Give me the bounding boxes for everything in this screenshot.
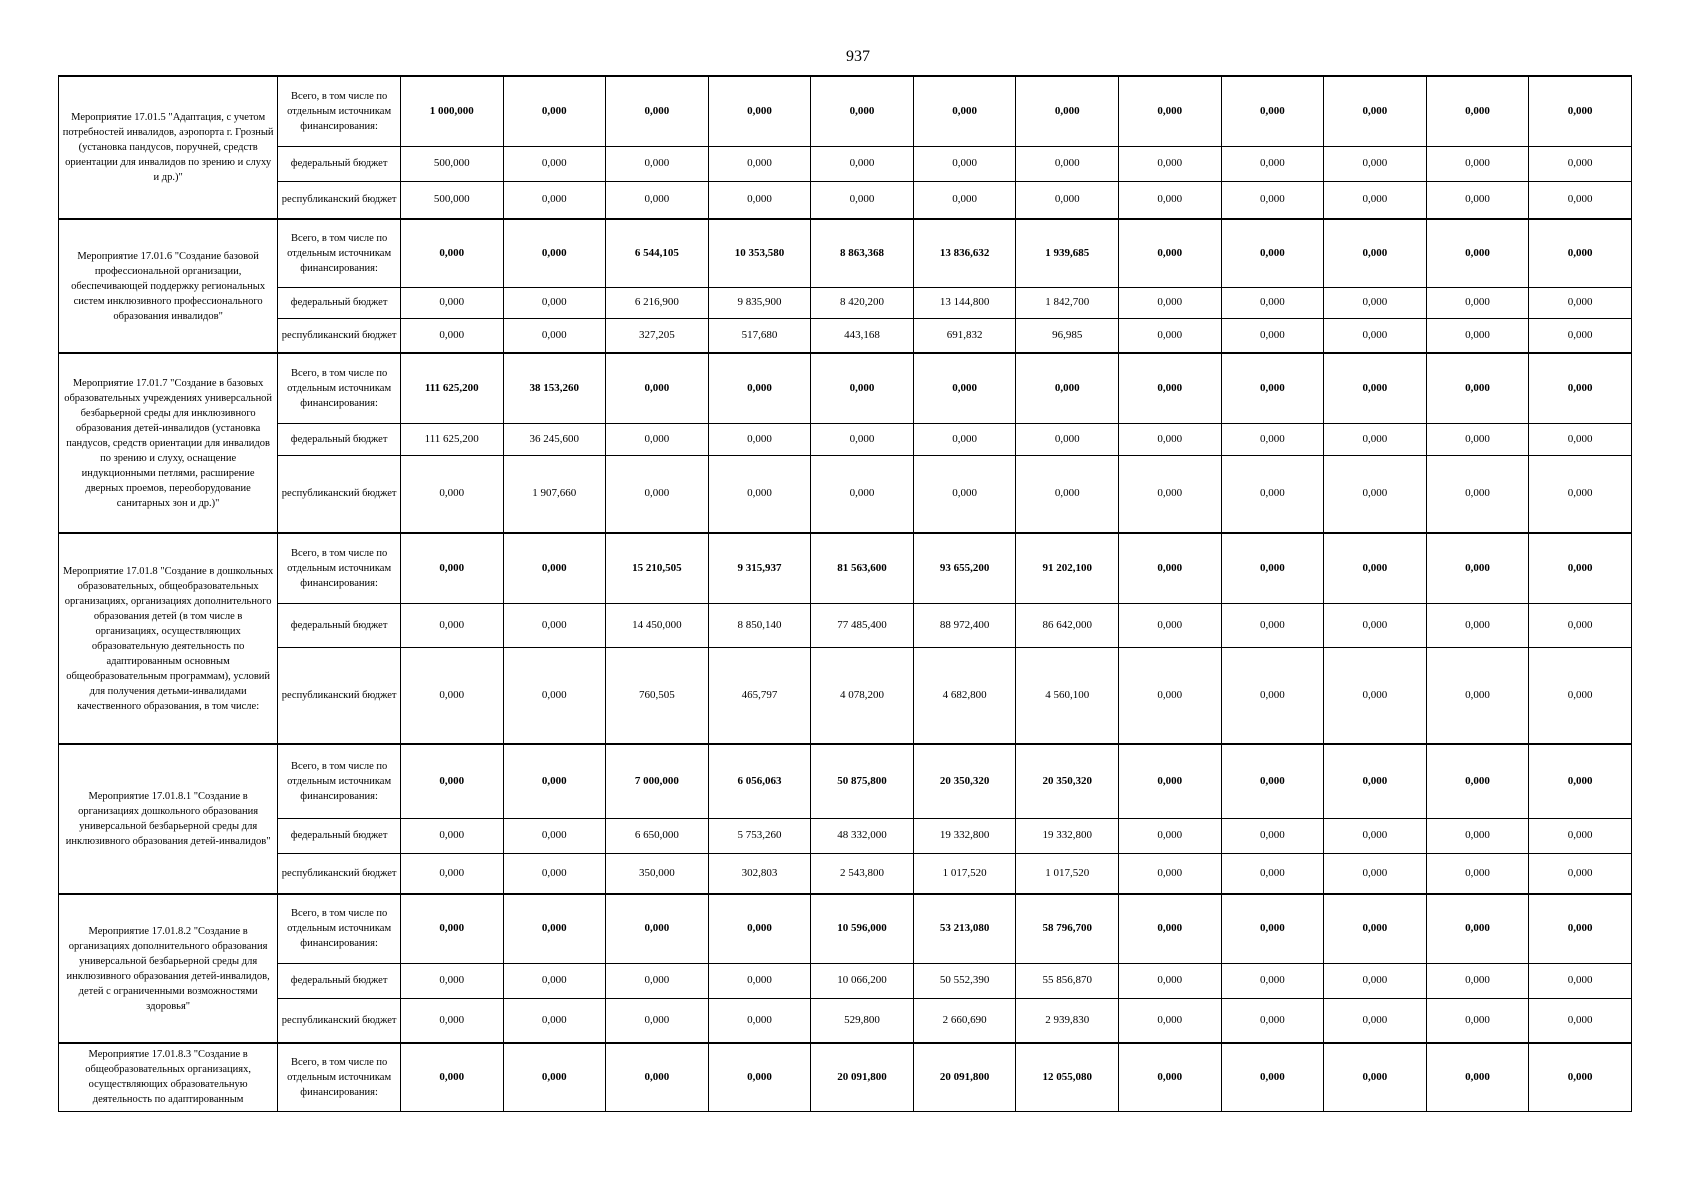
amount-cell: 0,000 bbox=[400, 219, 503, 287]
table-body bbox=[59, 76, 1632, 1111]
table-row-total bbox=[59, 533, 1632, 603]
amount-cell: 0,000 bbox=[1426, 894, 1529, 963]
amount-cell: 8 420,200 bbox=[811, 287, 914, 318]
table-row bbox=[59, 146, 1632, 181]
amount-cell: 0,000 bbox=[708, 1043, 811, 1111]
amount-cell: 0,000 bbox=[811, 181, 914, 219]
amount-cell: 0,000 bbox=[1324, 963, 1427, 998]
amount-cell: 691,832 bbox=[913, 318, 1016, 353]
amount-cell: 517,680 bbox=[708, 318, 811, 353]
amount-cell: 5 753,260 bbox=[708, 818, 811, 853]
amount-cell: 0,000 bbox=[606, 998, 709, 1043]
amount-cell: 0,000 bbox=[1016, 353, 1119, 423]
amount-cell: 0,000 bbox=[1426, 287, 1529, 318]
amount-cell: 0,000 bbox=[708, 894, 811, 963]
funding-source: Всего, в том числе по отдельным источникам финансирования: bbox=[278, 894, 401, 963]
amount-cell: 111 625,200 bbox=[400, 423, 503, 455]
amount-cell: 111 625,200 bbox=[400, 353, 503, 423]
amount-cell: 0,000 bbox=[1324, 1043, 1427, 1111]
amount-cell: 0,000 bbox=[1221, 455, 1324, 533]
funding-source: Всего, в том числе по отдельным источникам финансирования: bbox=[278, 219, 401, 287]
amount-cell: 0,000 bbox=[1529, 455, 1632, 533]
amount-cell: 0,000 bbox=[1529, 76, 1632, 146]
amount-cell: 0,000 bbox=[913, 423, 1016, 455]
amount-cell: 20 091,800 bbox=[913, 1043, 1016, 1111]
amount-cell: 0,000 bbox=[503, 533, 606, 603]
amount-cell: 50 552,390 bbox=[913, 963, 1016, 998]
amount-cell: 0,000 bbox=[1221, 287, 1324, 318]
amount-cell: 0,000 bbox=[1118, 353, 1221, 423]
table-row bbox=[59, 318, 1632, 353]
funding-table bbox=[58, 75, 1632, 1112]
amount-cell: 12 055,080 bbox=[1016, 1043, 1119, 1111]
amount-cell: 0,000 bbox=[1426, 318, 1529, 353]
amount-cell: 0,000 bbox=[1221, 603, 1324, 647]
amount-cell: 0,000 bbox=[1529, 853, 1632, 894]
amount-cell: 0,000 bbox=[400, 287, 503, 318]
amount-cell: 1 842,700 bbox=[1016, 287, 1119, 318]
amount-cell: 0,000 bbox=[1118, 603, 1221, 647]
amount-cell: 0,000 bbox=[1118, 998, 1221, 1043]
amount-cell: 77 485,400 bbox=[811, 603, 914, 647]
amount-cell: 0,000 bbox=[1426, 533, 1529, 603]
amount-cell: 0,000 bbox=[1529, 894, 1632, 963]
amount-cell: 0,000 bbox=[708, 455, 811, 533]
amount-cell: 0,000 bbox=[1221, 533, 1324, 603]
amount-cell: 20 350,320 bbox=[1016, 744, 1119, 818]
amount-cell: 0,000 bbox=[503, 181, 606, 219]
funding-source: Всего, в том числе по отдельным источникам финансирования: bbox=[278, 353, 401, 423]
amount-cell: 8 863,368 bbox=[811, 219, 914, 287]
amount-cell: 0,000 bbox=[1529, 423, 1632, 455]
amount-cell: 0,000 bbox=[606, 963, 709, 998]
amount-cell: 0,000 bbox=[503, 76, 606, 146]
amount-cell: 0,000 bbox=[708, 181, 811, 219]
amount-cell: 327,205 bbox=[606, 318, 709, 353]
funding-source: республиканский бюджет bbox=[278, 181, 401, 219]
amount-cell: 0,000 bbox=[913, 455, 1016, 533]
amount-cell: 6 056,063 bbox=[708, 744, 811, 818]
table-row bbox=[59, 853, 1632, 894]
amount-cell: 0,000 bbox=[400, 894, 503, 963]
amount-cell: 48 332,000 bbox=[811, 818, 914, 853]
amount-cell: 0,000 bbox=[1118, 455, 1221, 533]
amount-cell: 0,000 bbox=[400, 455, 503, 533]
amount-cell: 0,000 bbox=[1324, 818, 1427, 853]
funding-source: Всего, в том числе по отдельным источникам финансирования: bbox=[278, 76, 401, 146]
funding-source: федеральный бюджет bbox=[278, 963, 401, 998]
amount-cell: 0,000 bbox=[913, 76, 1016, 146]
amount-cell: 760,505 bbox=[606, 647, 709, 744]
amount-cell: 0,000 bbox=[1221, 146, 1324, 181]
amount-cell: 0,000 bbox=[1529, 353, 1632, 423]
amount-cell: 50 875,800 bbox=[811, 744, 914, 818]
amount-cell: 529,800 bbox=[811, 998, 914, 1043]
event-description: Мероприятие 17.01.8.3 "Создание в общеобразовательных организациях, осуществляющих образовательную деятельность по адаптированным bbox=[59, 1043, 278, 1111]
amount-cell: 0,000 bbox=[708, 998, 811, 1043]
amount-cell: 8 850,140 bbox=[708, 603, 811, 647]
amount-cell: 55 856,870 bbox=[1016, 963, 1119, 998]
amount-cell: 4 682,800 bbox=[913, 647, 1016, 744]
amount-cell: 0,000 bbox=[400, 318, 503, 353]
amount-cell: 0,000 bbox=[1221, 744, 1324, 818]
amount-cell: 1 017,520 bbox=[913, 853, 1016, 894]
amount-cell: 2 939,830 bbox=[1016, 998, 1119, 1043]
amount-cell: 93 655,200 bbox=[913, 533, 1016, 603]
amount-cell: 0,000 bbox=[606, 1043, 709, 1111]
amount-cell: 0,000 bbox=[400, 853, 503, 894]
amount-cell: 0,000 bbox=[811, 353, 914, 423]
amount-cell: 0,000 bbox=[1221, 818, 1324, 853]
page-number: 937 bbox=[846, 48, 870, 65]
amount-cell: 0,000 bbox=[606, 76, 709, 146]
amount-cell: 86 642,000 bbox=[1016, 603, 1119, 647]
funding-source: республиканский бюджет bbox=[278, 998, 401, 1043]
amount-cell: 0,000 bbox=[1221, 894, 1324, 963]
table-row-total bbox=[59, 1043, 1632, 1111]
amount-cell: 0,000 bbox=[503, 998, 606, 1043]
funding-source: Всего, в том числе по отдельным источникам финансирования: bbox=[278, 1043, 401, 1111]
amount-cell: 19 332,800 bbox=[913, 818, 1016, 853]
amount-cell: 0,000 bbox=[606, 353, 709, 423]
amount-cell: 0,000 bbox=[606, 894, 709, 963]
amount-cell: 4 560,100 bbox=[1016, 647, 1119, 744]
amount-cell: 0,000 bbox=[400, 1043, 503, 1111]
amount-cell: 10 596,000 bbox=[811, 894, 914, 963]
amount-cell: 350,000 bbox=[606, 853, 709, 894]
amount-cell: 0,000 bbox=[1324, 894, 1427, 963]
funding-source: федеральный бюджет bbox=[278, 818, 401, 853]
funding-source: федеральный бюджет bbox=[278, 423, 401, 455]
amount-cell: 19 332,800 bbox=[1016, 818, 1119, 853]
amount-cell: 0,000 bbox=[1118, 318, 1221, 353]
amount-cell: 0,000 bbox=[1016, 76, 1119, 146]
amount-cell: 0,000 bbox=[1426, 853, 1529, 894]
event-description: Мероприятие 17.01.6 "Создание базовой профессиональной организации, обеспечивающей поддержку региональных систем инклюзивного профессионального образования инвалидов" bbox=[59, 219, 278, 353]
amount-cell: 6 650,000 bbox=[606, 818, 709, 853]
amount-cell: 0,000 bbox=[503, 219, 606, 287]
event-description: Мероприятие 17.01.8.1 "Создание в организациях дошкольного образования универсальной безбарьерной среды для инклюзивного образования детей-инвалидов" bbox=[59, 744, 278, 894]
amount-cell: 0,000 bbox=[1118, 647, 1221, 744]
amount-cell: 0,000 bbox=[811, 423, 914, 455]
amount-cell: 0,000 bbox=[1221, 318, 1324, 353]
amount-cell: 0,000 bbox=[708, 146, 811, 181]
funding-source: федеральный бюджет bbox=[278, 287, 401, 318]
amount-cell: 20 350,320 bbox=[913, 744, 1016, 818]
amount-cell: 0,000 bbox=[1529, 818, 1632, 853]
amount-cell: 0,000 bbox=[1529, 998, 1632, 1043]
amount-cell: 2 660,690 bbox=[913, 998, 1016, 1043]
amount-cell: 0,000 bbox=[503, 146, 606, 181]
table-row bbox=[59, 455, 1632, 533]
event-description: Мероприятие 17.01.7 "Создание в базовых образовательных учреждениях универсальной безбарьерной среды для инклюзивного образования детей-инвалидов (установка пандусов, средств ориентации для инвалидов по зрению и слуху, оснащение индукционными петлями, расширение дверных проемов, переоборудование санитарных зон и др.)" bbox=[59, 353, 278, 533]
amount-cell: 0,000 bbox=[400, 744, 503, 818]
amount-cell: 0,000 bbox=[1426, 219, 1529, 287]
table-row-total bbox=[59, 894, 1632, 963]
amount-cell: 10 353,580 bbox=[708, 219, 811, 287]
amount-cell: 0,000 bbox=[708, 76, 811, 146]
amount-cell: 0,000 bbox=[503, 744, 606, 818]
event-description: Мероприятие 17.01.8 "Создание в дошкольных образовательных, общеобразовательных организациях, организациях дополнительного образования детей (в том числе в организациях, осуществляющих образовательную деятельность по адаптированным основным общеобразовательным программам), условий для получения детьми-инвалидами качественного образования, в том числе: bbox=[59, 533, 278, 744]
amount-cell: 0,000 bbox=[1324, 76, 1427, 146]
amount-cell: 0,000 bbox=[1426, 181, 1529, 219]
amount-cell: 0,000 bbox=[1426, 744, 1529, 818]
amount-cell: 0,000 bbox=[1324, 287, 1427, 318]
amount-cell: 0,000 bbox=[1118, 76, 1221, 146]
amount-cell: 0,000 bbox=[1221, 181, 1324, 219]
amount-cell: 0,000 bbox=[1118, 894, 1221, 963]
amount-cell: 0,000 bbox=[1426, 998, 1529, 1043]
amount-cell: 0,000 bbox=[1324, 423, 1427, 455]
amount-cell: 0,000 bbox=[1118, 219, 1221, 287]
amount-cell: 0,000 bbox=[1529, 744, 1632, 818]
amount-cell: 4 078,200 bbox=[811, 647, 914, 744]
amount-cell: 91 202,100 bbox=[1016, 533, 1119, 603]
amount-cell: 0,000 bbox=[1324, 146, 1427, 181]
amount-cell: 0,000 bbox=[400, 603, 503, 647]
amount-cell: 0,000 bbox=[606, 455, 709, 533]
amount-cell: 0,000 bbox=[1426, 1043, 1529, 1111]
amount-cell: 6 544,105 bbox=[606, 219, 709, 287]
amount-cell: 0,000 bbox=[1221, 423, 1324, 455]
amount-cell: 0,000 bbox=[1426, 423, 1529, 455]
amount-cell: 0,000 bbox=[1324, 533, 1427, 603]
amount-cell: 13 144,800 bbox=[913, 287, 1016, 318]
amount-cell: 0,000 bbox=[503, 894, 606, 963]
amount-cell: 14 450,000 bbox=[606, 603, 709, 647]
table-row-total bbox=[59, 76, 1632, 146]
amount-cell: 0,000 bbox=[1118, 181, 1221, 219]
amount-cell: 1 017,520 bbox=[1016, 853, 1119, 894]
amount-cell: 6 216,900 bbox=[606, 287, 709, 318]
amount-cell: 0,000 bbox=[606, 423, 709, 455]
amount-cell: 0,000 bbox=[1426, 455, 1529, 533]
amount-cell: 0,000 bbox=[1221, 353, 1324, 423]
amount-cell: 0,000 bbox=[1529, 219, 1632, 287]
event-description: Мероприятие 17.01.5 "Адаптация, с учетом потребностей инвалидов, аэропорта г. Грозный (установка пандусов, поручней, средств ориентации для инвалидов по зрению и слуху и др.)" bbox=[59, 76, 278, 219]
table-row bbox=[59, 603, 1632, 647]
amount-cell: 0,000 bbox=[1529, 287, 1632, 318]
amount-cell: 0,000 bbox=[913, 181, 1016, 219]
amount-cell: 9 315,937 bbox=[708, 533, 811, 603]
table-row bbox=[59, 963, 1632, 998]
amount-cell: 0,000 bbox=[1221, 76, 1324, 146]
amount-cell: 0,000 bbox=[503, 963, 606, 998]
amount-cell: 0,000 bbox=[1324, 603, 1427, 647]
amount-cell: 81 563,600 bbox=[811, 533, 914, 603]
event-description: Мероприятие 17.01.8.2 "Создание в организациях дополнительного образования универсальной безбарьерной среды для инклюзивного образования детей-инвалидов, детей с ограниченными возможностями здоровья" bbox=[59, 894, 278, 1043]
funding-source: федеральный бюджет bbox=[278, 603, 401, 647]
amount-cell: 0,000 bbox=[503, 647, 606, 744]
amount-cell: 7 000,000 bbox=[606, 744, 709, 818]
amount-cell: 96,985 bbox=[1016, 318, 1119, 353]
amount-cell: 0,000 bbox=[1118, 1043, 1221, 1111]
amount-cell: 0,000 bbox=[1529, 146, 1632, 181]
table-row bbox=[59, 998, 1632, 1043]
amount-cell: 0,000 bbox=[1118, 853, 1221, 894]
amount-cell: 0,000 bbox=[1016, 423, 1119, 455]
amount-cell: 0,000 bbox=[1221, 647, 1324, 744]
amount-cell: 500,000 bbox=[400, 181, 503, 219]
funding-source: федеральный бюджет bbox=[278, 146, 401, 181]
amount-cell: 0,000 bbox=[1529, 318, 1632, 353]
amount-cell: 0,000 bbox=[400, 963, 503, 998]
amount-cell: 465,797 bbox=[708, 647, 811, 744]
table-row bbox=[59, 423, 1632, 455]
table-row bbox=[59, 287, 1632, 318]
amount-cell: 0,000 bbox=[503, 818, 606, 853]
amount-cell: 0,000 bbox=[1529, 181, 1632, 219]
funding-source: республиканский бюджет bbox=[278, 318, 401, 353]
amount-cell: 88 972,400 bbox=[913, 603, 1016, 647]
table-row bbox=[59, 181, 1632, 219]
amount-cell: 0,000 bbox=[606, 146, 709, 181]
table-row-total bbox=[59, 744, 1632, 818]
amount-cell: 0,000 bbox=[503, 318, 606, 353]
amount-cell: 0,000 bbox=[503, 853, 606, 894]
amount-cell: 0,000 bbox=[400, 818, 503, 853]
amount-cell: 443,168 bbox=[811, 318, 914, 353]
amount-cell: 20 091,800 bbox=[811, 1043, 914, 1111]
amount-cell: 1 000,000 bbox=[400, 76, 503, 146]
amount-cell: 15 210,505 bbox=[606, 533, 709, 603]
funding-source: Всего, в том числе по отдельным источникам финансирования: bbox=[278, 533, 401, 603]
funding-source: республиканский бюджет bbox=[278, 647, 401, 744]
amount-cell: 10 066,200 bbox=[811, 963, 914, 998]
funding-source: республиканский бюджет bbox=[278, 455, 401, 533]
amount-cell: 0,000 bbox=[503, 1043, 606, 1111]
amount-cell: 0,000 bbox=[1118, 818, 1221, 853]
amount-cell: 0,000 bbox=[1324, 744, 1427, 818]
amount-cell: 58 796,700 bbox=[1016, 894, 1119, 963]
amount-cell: 0,000 bbox=[1118, 963, 1221, 998]
amount-cell: 9 835,900 bbox=[708, 287, 811, 318]
amount-cell: 0,000 bbox=[1426, 647, 1529, 744]
amount-cell: 0,000 bbox=[811, 146, 914, 181]
amount-cell: 302,803 bbox=[708, 853, 811, 894]
amount-cell: 38 153,260 bbox=[503, 353, 606, 423]
amount-cell: 0,000 bbox=[1118, 423, 1221, 455]
amount-cell: 0,000 bbox=[913, 353, 1016, 423]
amount-cell: 0,000 bbox=[1016, 146, 1119, 181]
amount-cell: 2 543,800 bbox=[811, 853, 914, 894]
amount-cell: 0,000 bbox=[1324, 219, 1427, 287]
amount-cell: 0,000 bbox=[1426, 963, 1529, 998]
amount-cell: 0,000 bbox=[1324, 853, 1427, 894]
amount-cell: 0,000 bbox=[1529, 647, 1632, 744]
amount-cell: 500,000 bbox=[400, 146, 503, 181]
amount-cell: 0,000 bbox=[1221, 963, 1324, 998]
amount-cell: 0,000 bbox=[1016, 455, 1119, 533]
amount-cell: 0,000 bbox=[1426, 146, 1529, 181]
amount-cell: 0,000 bbox=[1221, 998, 1324, 1043]
amount-cell: 0,000 bbox=[1324, 647, 1427, 744]
amount-cell: 0,000 bbox=[1529, 533, 1632, 603]
amount-cell: 0,000 bbox=[400, 647, 503, 744]
amount-cell: 0,000 bbox=[400, 533, 503, 603]
table-row-total bbox=[59, 353, 1632, 423]
amount-cell: 0,000 bbox=[1221, 1043, 1324, 1111]
amount-cell: 0,000 bbox=[1426, 603, 1529, 647]
funding-source: Всего, в том числе по отдельным источникам финансирования: bbox=[278, 744, 401, 818]
amount-cell: 0,000 bbox=[1324, 455, 1427, 533]
amount-cell: 0,000 bbox=[1426, 818, 1529, 853]
amount-cell: 0,000 bbox=[1324, 998, 1427, 1043]
amount-cell: 0,000 bbox=[811, 76, 914, 146]
amount-cell: 0,000 bbox=[1324, 181, 1427, 219]
table-row bbox=[59, 647, 1632, 744]
amount-cell: 0,000 bbox=[811, 455, 914, 533]
amount-cell: 0,000 bbox=[1529, 603, 1632, 647]
amount-cell: 0,000 bbox=[1118, 146, 1221, 181]
amount-cell: 36 245,600 bbox=[503, 423, 606, 455]
amount-cell: 0,000 bbox=[1426, 353, 1529, 423]
amount-cell: 0,000 bbox=[1529, 963, 1632, 998]
amount-cell: 0,000 bbox=[1118, 287, 1221, 318]
amount-cell: 0,000 bbox=[1118, 533, 1221, 603]
amount-cell: 0,000 bbox=[1426, 76, 1529, 146]
amount-cell: 0,000 bbox=[1221, 219, 1324, 287]
amount-cell: 0,000 bbox=[708, 423, 811, 455]
amount-cell: 0,000 bbox=[708, 353, 811, 423]
amount-cell: 0,000 bbox=[1221, 853, 1324, 894]
funding-source: республиканский бюджет bbox=[278, 853, 401, 894]
amount-cell: 0,000 bbox=[503, 287, 606, 318]
amount-cell: 53 213,080 bbox=[913, 894, 1016, 963]
amount-cell: 13 836,632 bbox=[913, 219, 1016, 287]
amount-cell: 0,000 bbox=[400, 998, 503, 1043]
amount-cell: 0,000 bbox=[708, 963, 811, 998]
amount-cell: 0,000 bbox=[1529, 1043, 1632, 1111]
amount-cell: 0,000 bbox=[1324, 353, 1427, 423]
amount-cell: 0,000 bbox=[1016, 181, 1119, 219]
amount-cell: 0,000 bbox=[503, 603, 606, 647]
amount-cell: 0,000 bbox=[1324, 318, 1427, 353]
amount-cell: 1 939,685 bbox=[1016, 219, 1119, 287]
table-row-total bbox=[59, 219, 1632, 287]
amount-cell: 0,000 bbox=[606, 181, 709, 219]
table-row bbox=[59, 818, 1632, 853]
amount-cell: 1 907,660 bbox=[503, 455, 606, 533]
amount-cell: 0,000 bbox=[913, 146, 1016, 181]
amount-cell: 0,000 bbox=[1118, 744, 1221, 818]
